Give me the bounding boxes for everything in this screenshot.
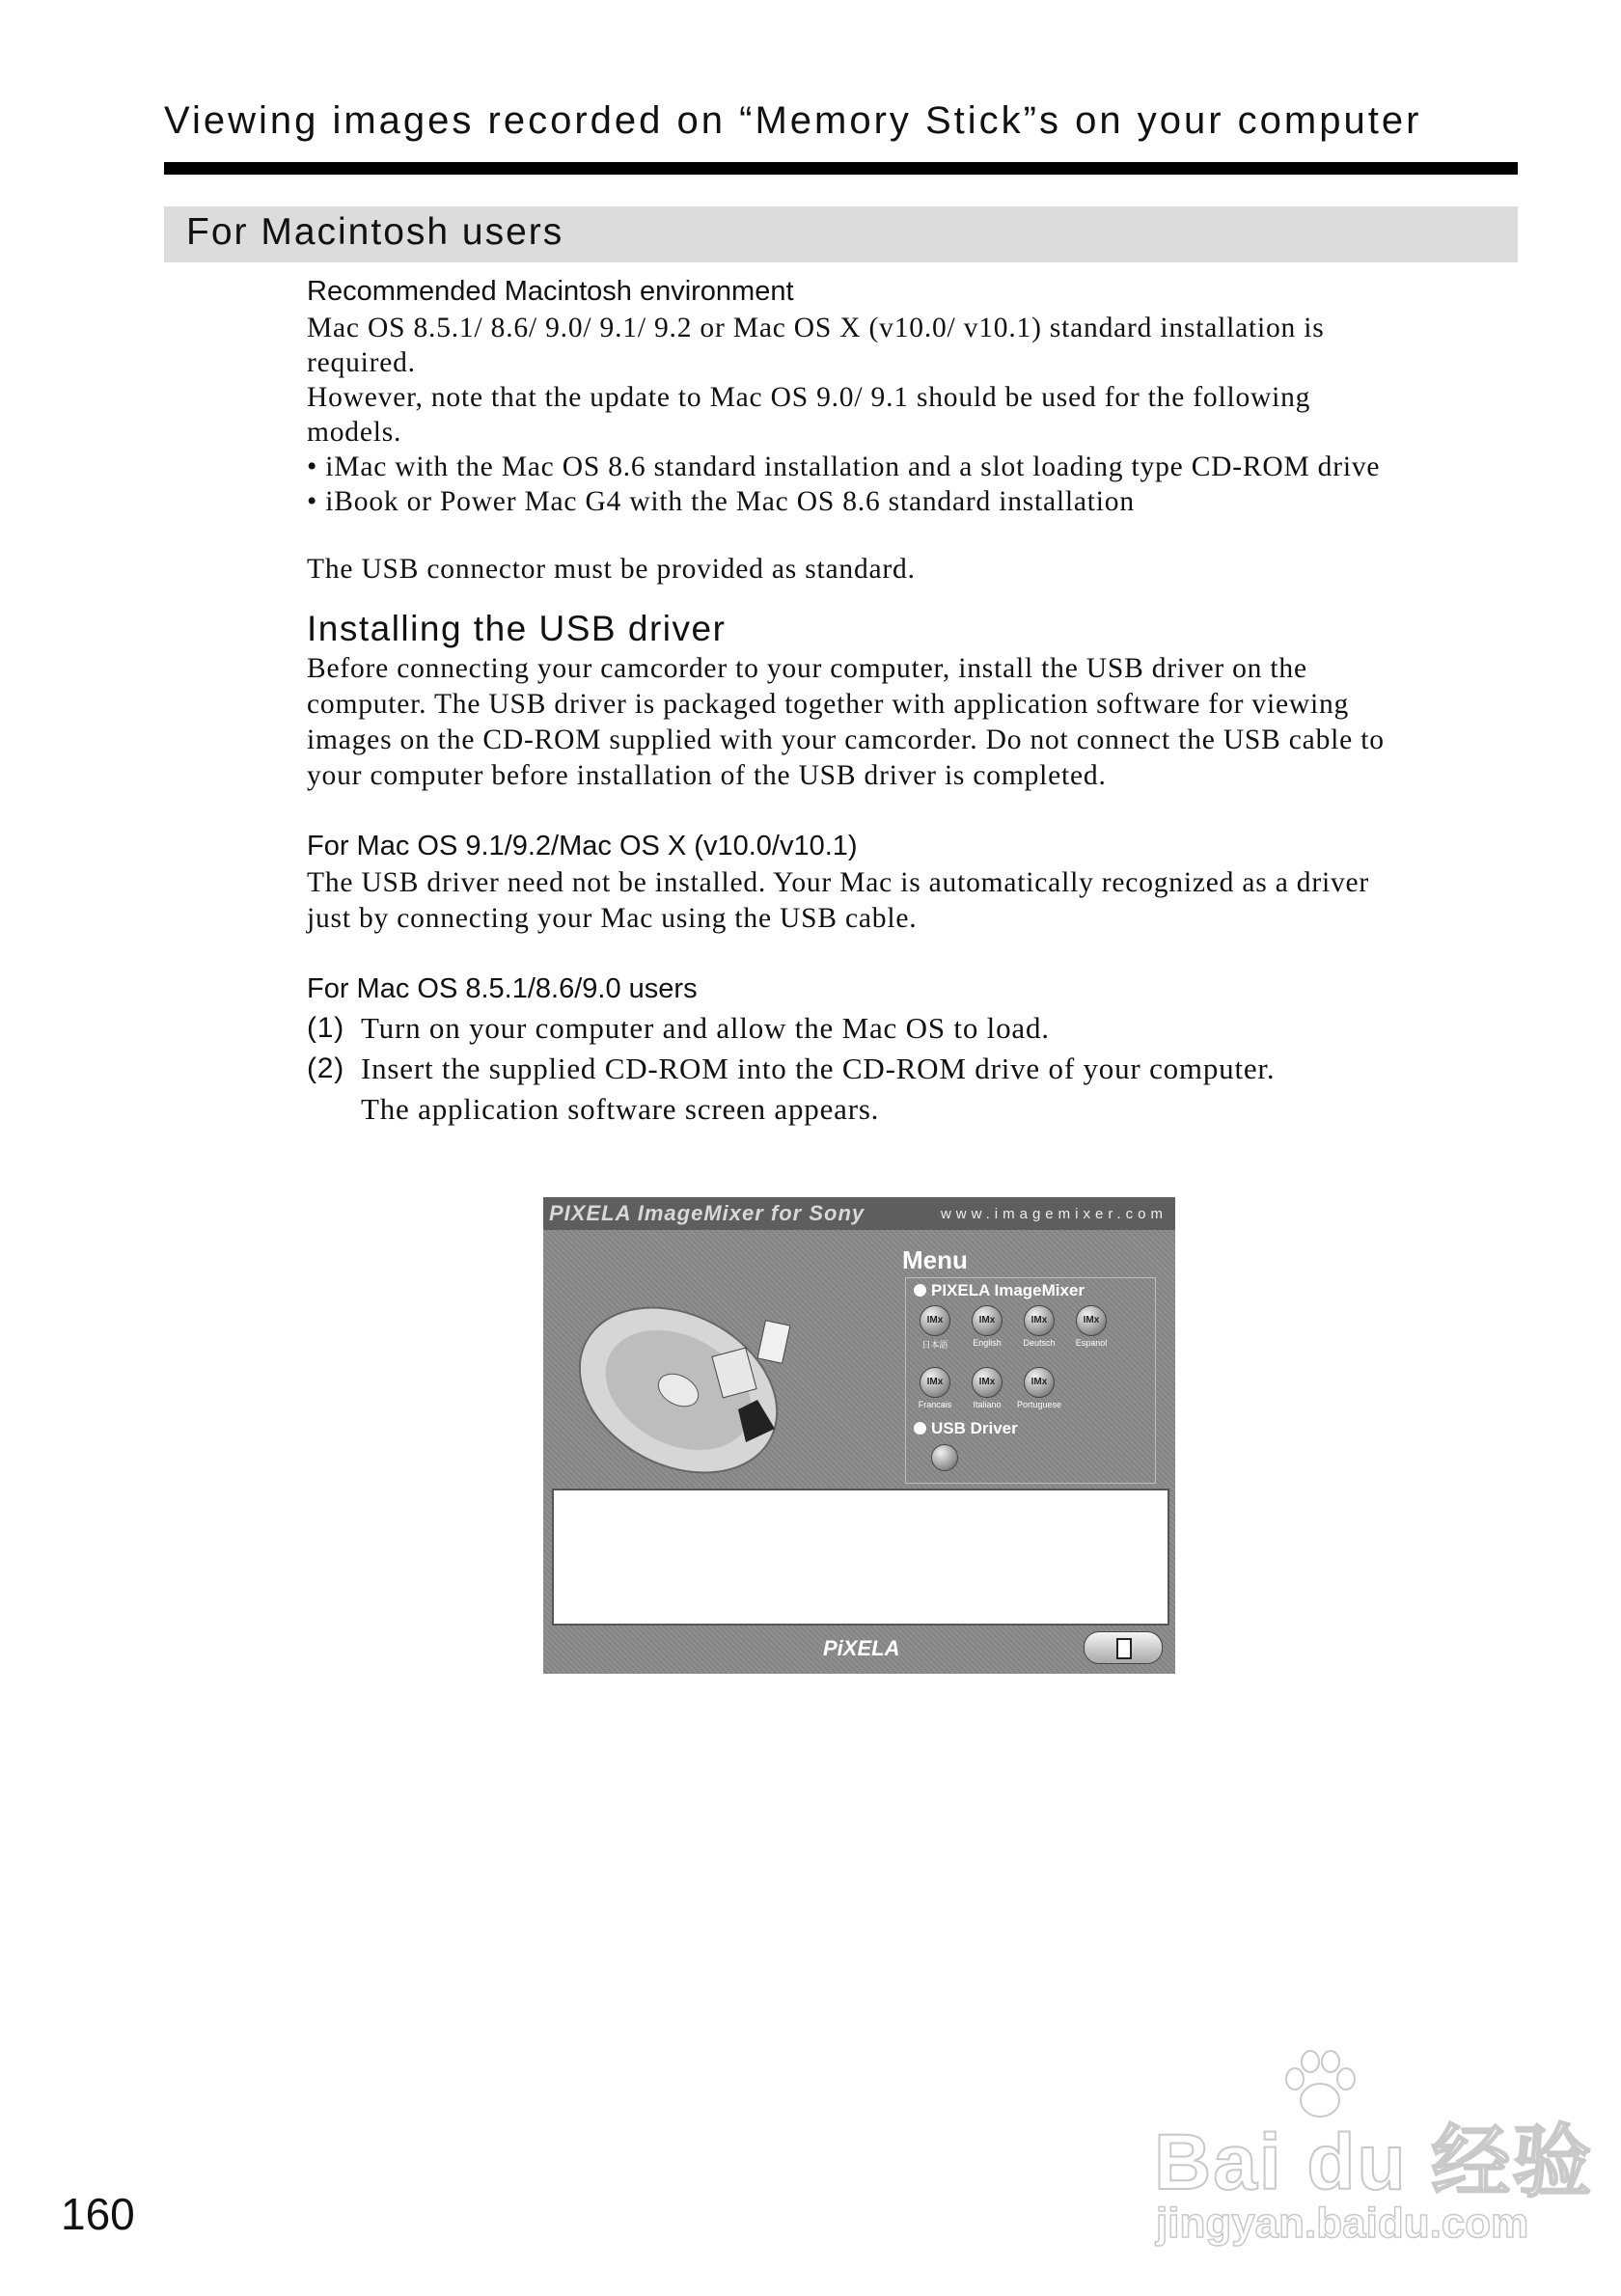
page-header: Viewing images recorded on “Memory Stick”s on your computer (164, 99, 1422, 142)
recommended-heading: Recommended Macintosh environment (307, 276, 794, 307)
exit-button[interactable] (1084, 1631, 1163, 1664)
language-label: Francais (918, 1400, 952, 1409)
language-button[interactable] (908, 1305, 962, 1351)
step-item (307, 1049, 1523, 1089)
paragraph-line: Mac OS 8.5.1/ 8.6/ 9.0/ 9.1/ 9.2 or Mac OS X (v10.0/ v10.1) standard installation is (307, 313, 1325, 343)
imx-icon: IMx (972, 1367, 1003, 1398)
app-titlebar (543, 1197, 1175, 1230)
paragraph-line: The USB driver need not be installed. Your Mac is automatically recognized as a driver (307, 867, 1370, 898)
language-button[interactable] (1012, 1305, 1066, 1348)
watermark-logo: Bai du 经验 (1154, 2118, 1594, 2206)
step-number: (1) (307, 1012, 345, 1044)
door-icon (1116, 1638, 1132, 1659)
step-text: The application software screen appears. (361, 1092, 880, 1126)
app-screenshot (543, 1197, 1175, 1674)
os85-heading: For Mac OS 8.5.1/8.6/9.0 users (307, 973, 698, 1004)
language-label: Espanol (1075, 1338, 1108, 1348)
watermark-url: jingyan.baidu.com (1156, 2200, 1529, 2247)
imx-icon: IMx (920, 1305, 950, 1336)
step-item (307, 1008, 1523, 1049)
step-continuation (307, 1089, 1523, 1130)
language-button[interactable] (908, 1367, 962, 1409)
app-title: PIXELA ImageMixer for Sony (549, 1201, 865, 1225)
paragraph-line: required. (307, 347, 416, 378)
os91-heading: For Mac OS 9.1/9.2/Mac OS X (v10.0/v10.1) (307, 831, 858, 861)
language-label: Italiano (973, 1400, 1002, 1409)
usb-driver-heading: USB Driver (914, 1419, 1018, 1438)
usb-driver-button[interactable] (931, 1444, 958, 1471)
bullet-item: • iMac with the Mac OS 8.6 standard installation and a slot loading type CD-ROM drive (307, 451, 1381, 482)
language-button[interactable] (960, 1305, 1014, 1348)
paragraph-line: just by connecting your Mac using the USB cable. (307, 903, 918, 934)
paragraph-line: models. (307, 417, 402, 448)
step-number: (2) (307, 1052, 345, 1084)
bullet-dot-icon (914, 1422, 926, 1435)
pixela-logo: PiXELA (823, 1636, 900, 1660)
imx-icon: IMx (1024, 1367, 1055, 1398)
section-title: For Macintosh users (186, 211, 564, 253)
cd-disc-illustration (572, 1265, 823, 1496)
paragraph-line: computer. The USB driver is packaged together with application software for viewing (307, 689, 1350, 720)
bullet-dot-icon (914, 1284, 926, 1297)
imagemixer-heading: PIXELA ImageMixer (914, 1281, 1085, 1300)
imx-icon: IMx (1076, 1305, 1107, 1336)
menu-panel (905, 1277, 1156, 1484)
paragraph-line: However, note that the update to Mac OS 9.0/ 9.1 should be used for the following (307, 382, 1311, 413)
language-button[interactable] (960, 1367, 1014, 1409)
app-url: www.imagemixer.com (940, 1206, 1168, 1222)
step-text: Turn on your computer and allow the Mac OS to load. (361, 1011, 1050, 1045)
language-label: Portuguese (1016, 1400, 1062, 1409)
language-label: 日本語 (921, 1340, 948, 1350)
installing-heading: Installing the USB driver (307, 609, 727, 648)
paragraph-line: Before connecting your camcorder to your computer, install the USB driver on the (307, 653, 1307, 684)
language-label: English (973, 1338, 1002, 1348)
bullet-item: • iBook or Power Mac G4 with the Mac OS 8.6 standard installation (307, 486, 1135, 517)
imx-icon: IMx (1024, 1305, 1055, 1336)
usb-note: The USB connector must be provided as standard. (307, 554, 916, 585)
imx-icon: IMx (972, 1305, 1003, 1336)
step-text: Insert the supplied CD-ROM into the CD-ROM drive of your computer. (361, 1052, 1276, 1085)
section-band (164, 206, 1518, 262)
app-description-area (552, 1489, 1169, 1626)
paragraph-line: your computer before installation of the USB driver is completed. (307, 760, 1107, 791)
language-button[interactable] (1064, 1305, 1118, 1348)
language-button[interactable] (1012, 1367, 1066, 1409)
imx-icon: IMx (920, 1367, 950, 1398)
language-label: Deutsch (1023, 1338, 1056, 1348)
menu-title: Menu (902, 1245, 968, 1274)
page-number: 160 (61, 2189, 135, 2239)
paragraph-line: images on the CD-ROM supplied with your camcorder. Do not connect the USB cable to (307, 724, 1385, 755)
main-content (307, 272, 1523, 1130)
header-rule (164, 162, 1518, 175)
